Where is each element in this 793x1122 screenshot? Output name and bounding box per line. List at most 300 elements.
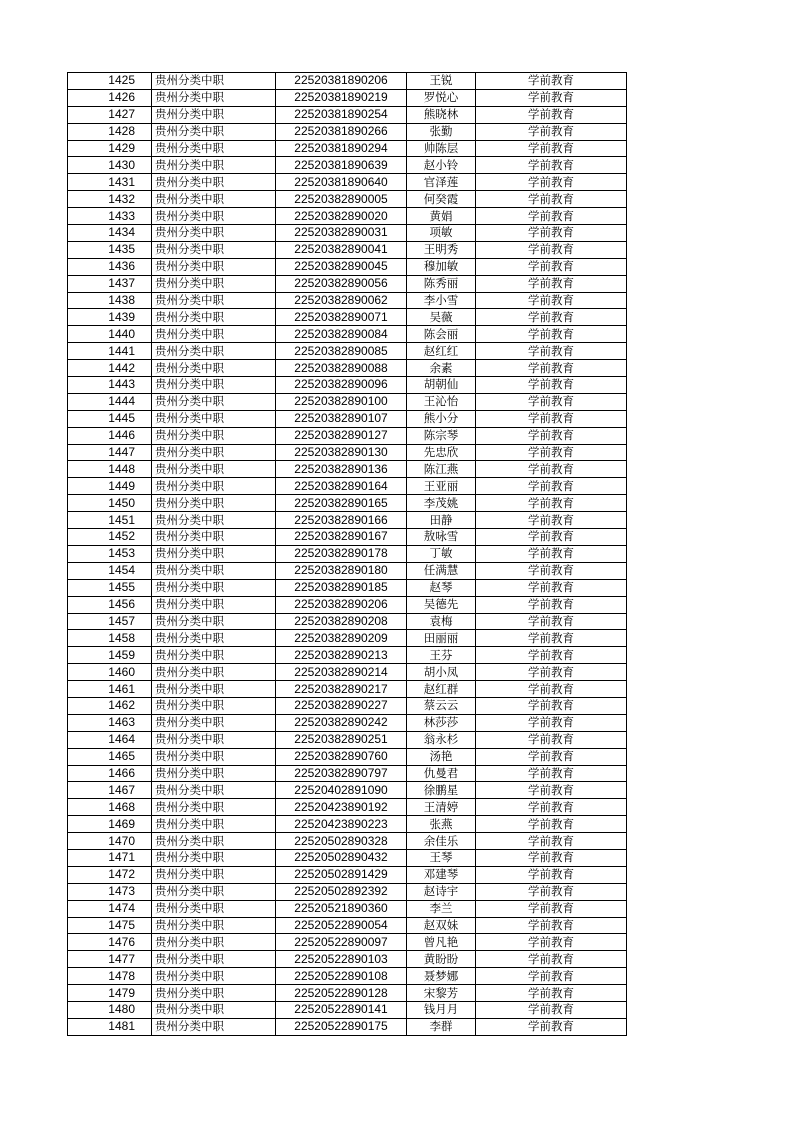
category-cell: 贵州分类中职 [152, 393, 276, 410]
major-cell: 学前教育 [476, 697, 627, 714]
major-cell: 学前教育 [476, 545, 627, 562]
roster-table-body [68, 73, 627, 1036]
student-name-cell: 陈秀丽 [407, 275, 476, 292]
category-cell: 贵州分类中职 [152, 883, 276, 900]
category-cell: 贵州分类中职 [152, 613, 276, 630]
major-cell: 学前教育 [476, 951, 627, 968]
major-cell: 学前教育 [476, 562, 627, 579]
table-row [68, 900, 627, 917]
major-cell: 学前教育 [476, 241, 627, 258]
category-cell: 贵州分类中职 [152, 562, 276, 579]
student-name-cell: 罗悦心 [407, 89, 476, 106]
table-row [68, 697, 627, 714]
major-cell: 学前教育 [476, 596, 627, 613]
exam-id-cell: 22520382890166 [276, 512, 407, 529]
table-row [68, 410, 627, 427]
table-row [68, 292, 627, 309]
table-row [68, 664, 627, 681]
exam-id-cell: 22520381890219 [276, 89, 407, 106]
major-cell: 学前教育 [476, 309, 627, 326]
major-cell: 学前教育 [476, 410, 627, 427]
category-cell: 贵州分类中职 [152, 849, 276, 866]
table-row [68, 579, 627, 596]
major-cell: 学前教育 [476, 799, 627, 816]
student-name-cell: 王芬 [407, 647, 476, 664]
table-row [68, 613, 627, 630]
row-number-cell: 1453 [68, 545, 152, 562]
table-row [68, 596, 627, 613]
table-row [68, 529, 627, 546]
table-row [68, 427, 627, 444]
category-cell: 贵州分类中职 [152, 731, 276, 748]
table-row [68, 562, 627, 579]
student-name-cell: 王沁怡 [407, 393, 476, 410]
category-cell: 贵州分类中职 [152, 73, 276, 90]
student-name-cell: 翁永杉 [407, 731, 476, 748]
category-cell: 贵州分类中职 [152, 1001, 276, 1018]
exam-id-cell: 22520522890097 [276, 934, 407, 951]
table-row [68, 106, 627, 123]
exam-id-cell: 22520382890062 [276, 292, 407, 309]
table-row [68, 225, 627, 242]
row-number-cell: 1472 [68, 866, 152, 883]
major-cell: 学前教育 [476, 833, 627, 850]
exam-id-cell: 22520382890178 [276, 545, 407, 562]
major-cell: 学前教育 [476, 1001, 627, 1018]
exam-id-cell: 22520382890206 [276, 596, 407, 613]
student-name-cell: 汤艳 [407, 748, 476, 765]
category-cell: 贵州分类中职 [152, 495, 276, 512]
category-cell: 贵州分类中职 [152, 309, 276, 326]
major-cell: 学前教育 [476, 123, 627, 140]
major-cell: 学前教育 [476, 816, 627, 833]
row-number-cell: 1460 [68, 664, 152, 681]
row-number-cell: 1426 [68, 89, 152, 106]
row-number-cell: 1447 [68, 444, 152, 461]
category-cell: 贵州分类中职 [152, 157, 276, 174]
student-name-cell: 任满慧 [407, 562, 476, 579]
exam-id-cell: 22520381890254 [276, 106, 407, 123]
row-number-cell: 1464 [68, 731, 152, 748]
student-name-cell: 赵小铃 [407, 157, 476, 174]
table-row [68, 1001, 627, 1018]
major-cell: 学前教育 [476, 444, 627, 461]
major-cell: 学前教育 [476, 866, 627, 883]
category-cell: 贵州分类中职 [152, 816, 276, 833]
major-cell: 学前教育 [476, 225, 627, 242]
major-cell: 学前教育 [476, 934, 627, 951]
major-cell: 学前教育 [476, 883, 627, 900]
category-cell: 贵州分类中职 [152, 461, 276, 478]
exam-id-cell: 22520522890103 [276, 951, 407, 968]
major-cell: 学前教育 [476, 849, 627, 866]
exam-id-cell: 22520382890167 [276, 529, 407, 546]
row-number-cell: 1446 [68, 427, 152, 444]
major-cell: 学前教育 [476, 714, 627, 731]
student-name-cell: 赵诗宇 [407, 883, 476, 900]
student-name-cell: 田静 [407, 512, 476, 529]
table-row [68, 647, 627, 664]
row-number-cell: 1461 [68, 681, 152, 698]
table-row [68, 191, 627, 208]
category-cell: 贵州分类中职 [152, 410, 276, 427]
row-number-cell: 1463 [68, 714, 152, 731]
exam-id-cell: 22520502890328 [276, 833, 407, 850]
exam-id-cell: 22520381890206 [276, 73, 407, 90]
student-name-cell: 胡小凤 [407, 664, 476, 681]
category-cell: 贵州分类中职 [152, 630, 276, 647]
table-row [68, 495, 627, 512]
student-name-cell: 王明秀 [407, 241, 476, 258]
row-number-cell: 1470 [68, 833, 152, 850]
table-row [68, 630, 627, 647]
row-number-cell: 1433 [68, 208, 152, 225]
table-row [68, 140, 627, 157]
student-name-cell: 蔡云云 [407, 697, 476, 714]
table-row [68, 883, 627, 900]
student-name-cell: 赵红红 [407, 343, 476, 360]
exam-id-cell: 22520382890096 [276, 377, 407, 394]
category-cell: 贵州分类中职 [152, 208, 276, 225]
table-row [68, 512, 627, 529]
table-row [68, 326, 627, 343]
major-cell: 学前教育 [476, 157, 627, 174]
category-cell: 贵州分类中职 [152, 714, 276, 731]
exam-id-cell: 22520502892392 [276, 883, 407, 900]
exam-id-cell: 22520382890164 [276, 478, 407, 495]
major-cell: 学前教育 [476, 579, 627, 596]
row-number-cell: 1443 [68, 377, 152, 394]
exam-id-cell: 22520382890227 [276, 697, 407, 714]
major-cell: 学前教育 [476, 512, 627, 529]
student-name-cell: 宋黎芳 [407, 985, 476, 1002]
category-cell: 贵州分类中职 [152, 934, 276, 951]
category-cell: 贵州分类中职 [152, 326, 276, 343]
category-cell: 贵州分类中职 [152, 444, 276, 461]
exam-id-cell: 22520382890127 [276, 427, 407, 444]
row-number-cell: 1441 [68, 343, 152, 360]
row-number-cell: 1479 [68, 985, 152, 1002]
student-name-cell: 陈宗琴 [407, 427, 476, 444]
category-cell: 贵州分类中职 [152, 985, 276, 1002]
exam-id-cell: 22520382890084 [276, 326, 407, 343]
row-number-cell: 1445 [68, 410, 152, 427]
row-number-cell: 1458 [68, 630, 152, 647]
student-name-cell: 李茂姚 [407, 495, 476, 512]
exam-id-cell: 22520381890639 [276, 157, 407, 174]
major-cell: 学前教育 [476, 748, 627, 765]
category-cell: 贵州分类中职 [152, 360, 276, 377]
category-cell: 贵州分类中职 [152, 512, 276, 529]
category-cell: 贵州分类中职 [152, 258, 276, 275]
row-number-cell: 1455 [68, 579, 152, 596]
major-cell: 学前教育 [476, 89, 627, 106]
row-number-cell: 1431 [68, 174, 152, 191]
student-name-cell: 敖咏雪 [407, 529, 476, 546]
category-cell: 贵州分类中职 [152, 765, 276, 782]
major-cell: 学前教育 [476, 647, 627, 664]
row-number-cell: 1450 [68, 495, 152, 512]
student-name-cell: 李群 [407, 1018, 476, 1035]
exam-id-cell: 22520522890175 [276, 1018, 407, 1035]
row-number-cell: 1451 [68, 512, 152, 529]
major-cell: 学前教育 [476, 630, 627, 647]
exam-id-cell: 22520502890432 [276, 849, 407, 866]
row-number-cell: 1457 [68, 613, 152, 630]
major-cell: 学前教育 [476, 917, 627, 934]
exam-id-cell: 22520382890213 [276, 647, 407, 664]
table-row [68, 89, 627, 106]
table-row [68, 782, 627, 799]
student-name-cell: 李兰 [407, 900, 476, 917]
major-cell: 学前教育 [476, 73, 627, 90]
student-name-cell: 田丽丽 [407, 630, 476, 647]
row-number-cell: 1427 [68, 106, 152, 123]
row-number-cell: 1440 [68, 326, 152, 343]
major-cell: 学前教育 [476, 377, 627, 394]
student-name-cell: 王亚丽 [407, 478, 476, 495]
major-cell: 学前教育 [476, 427, 627, 444]
student-name-cell: 王锐 [407, 73, 476, 90]
row-number-cell: 1474 [68, 900, 152, 917]
major-cell: 学前教育 [476, 478, 627, 495]
table-row [68, 258, 627, 275]
exam-id-cell: 22520382890251 [276, 731, 407, 748]
exam-id-cell: 22520382890130 [276, 444, 407, 461]
table-row [68, 478, 627, 495]
category-cell: 贵州分类中职 [152, 681, 276, 698]
table-row [68, 833, 627, 850]
category-cell: 贵州分类中职 [152, 241, 276, 258]
table-row [68, 748, 627, 765]
category-cell: 贵州分类中职 [152, 647, 276, 664]
major-cell: 学前教育 [476, 292, 627, 309]
row-number-cell: 1477 [68, 951, 152, 968]
student-name-cell: 丁敏 [407, 545, 476, 562]
table-row [68, 545, 627, 562]
category-cell: 贵州分类中职 [152, 478, 276, 495]
exam-id-cell: 22520382890180 [276, 562, 407, 579]
student-name-cell: 邓建琴 [407, 866, 476, 883]
exam-id-cell: 22520423890223 [276, 816, 407, 833]
student-name-cell: 赵红群 [407, 681, 476, 698]
exam-id-cell: 22520382890041 [276, 241, 407, 258]
category-cell: 贵州分类中职 [152, 529, 276, 546]
student-name-cell: 王清婷 [407, 799, 476, 816]
exam-id-cell: 22520502891429 [276, 866, 407, 883]
row-number-cell: 1459 [68, 647, 152, 664]
row-number-cell: 1448 [68, 461, 152, 478]
student-name-cell: 项敏 [407, 225, 476, 242]
exam-id-cell: 22520381890294 [276, 140, 407, 157]
student-name-cell: 吴德先 [407, 596, 476, 613]
major-cell: 学前教育 [476, 393, 627, 410]
row-number-cell: 1454 [68, 562, 152, 579]
student-name-cell: 张燕 [407, 816, 476, 833]
major-cell: 学前教育 [476, 900, 627, 917]
exam-id-cell: 22520382890107 [276, 410, 407, 427]
student-name-cell: 钱月月 [407, 1001, 476, 1018]
major-cell: 学前教育 [476, 968, 627, 985]
student-name-cell: 李小雪 [407, 292, 476, 309]
major-cell: 学前教育 [476, 461, 627, 478]
exam-id-cell: 22520382890217 [276, 681, 407, 698]
exam-id-cell: 22520382890020 [276, 208, 407, 225]
row-number-cell: 1432 [68, 191, 152, 208]
exam-id-cell: 22520382890214 [276, 664, 407, 681]
exam-id-cell: 22520382890242 [276, 714, 407, 731]
major-cell: 学前教育 [476, 782, 627, 799]
category-cell: 贵州分类中职 [152, 275, 276, 292]
student-name-cell: 穆加敏 [407, 258, 476, 275]
student-name-cell: 何癸霞 [407, 191, 476, 208]
table-row [68, 174, 627, 191]
table-row [68, 849, 627, 866]
major-cell: 学前教育 [476, 140, 627, 157]
exam-id-cell: 22520382890760 [276, 748, 407, 765]
student-name-cell: 陈会丽 [407, 326, 476, 343]
row-number-cell: 1428 [68, 123, 152, 140]
table-row [68, 866, 627, 883]
table-row [68, 444, 627, 461]
row-number-cell: 1434 [68, 225, 152, 242]
student-name-cell: 熊小分 [407, 410, 476, 427]
row-number-cell: 1478 [68, 968, 152, 985]
exam-id-cell: 22520382890005 [276, 191, 407, 208]
exam-id-cell: 22520382890185 [276, 579, 407, 596]
category-cell: 贵州分类中职 [152, 174, 276, 191]
category-cell: 贵州分类中职 [152, 900, 276, 917]
student-name-cell: 袁梅 [407, 613, 476, 630]
table-row [68, 731, 627, 748]
category-cell: 贵州分类中职 [152, 968, 276, 985]
major-cell: 学前教育 [476, 731, 627, 748]
row-number-cell: 1452 [68, 529, 152, 546]
student-name-cell: 熊晓林 [407, 106, 476, 123]
row-number-cell: 1430 [68, 157, 152, 174]
row-number-cell: 1456 [68, 596, 152, 613]
exam-id-cell: 22520382890797 [276, 765, 407, 782]
major-cell: 学前教育 [476, 258, 627, 275]
table-row [68, 934, 627, 951]
exam-id-cell: 22520382890071 [276, 309, 407, 326]
table-row [68, 275, 627, 292]
table-row [68, 241, 627, 258]
table-row [68, 73, 627, 90]
row-number-cell: 1439 [68, 309, 152, 326]
exam-id-cell: 22520382890165 [276, 495, 407, 512]
table-row [68, 208, 627, 225]
major-cell: 学前教育 [476, 106, 627, 123]
student-name-cell: 帅陈层 [407, 140, 476, 157]
row-number-cell: 1468 [68, 799, 152, 816]
student-name-cell: 黄娟 [407, 208, 476, 225]
table-row [68, 157, 627, 174]
table-row [68, 917, 627, 934]
major-cell: 学前教育 [476, 326, 627, 343]
major-cell: 学前教育 [476, 360, 627, 377]
major-cell: 学前教育 [476, 613, 627, 630]
row-number-cell: 1469 [68, 816, 152, 833]
row-number-cell: 1473 [68, 883, 152, 900]
student-name-cell: 仇曼君 [407, 765, 476, 782]
exam-id-cell: 22520382890031 [276, 225, 407, 242]
row-number-cell: 1466 [68, 765, 152, 782]
exam-id-cell: 22520382890085 [276, 343, 407, 360]
table-row [68, 765, 627, 782]
category-cell: 贵州分类中职 [152, 106, 276, 123]
category-cell: 贵州分类中职 [152, 866, 276, 883]
major-cell: 学前教育 [476, 275, 627, 292]
category-cell: 贵州分类中职 [152, 343, 276, 360]
category-cell: 贵州分类中职 [152, 1018, 276, 1035]
major-cell: 学前教育 [476, 208, 627, 225]
major-cell: 学前教育 [476, 343, 627, 360]
row-number-cell: 1436 [68, 258, 152, 275]
major-cell: 学前教育 [476, 495, 627, 512]
category-cell: 贵州分类中职 [152, 292, 276, 309]
exam-id-cell: 22520382890136 [276, 461, 407, 478]
row-number-cell: 1438 [68, 292, 152, 309]
exam-id-cell: 22520522890054 [276, 917, 407, 934]
student-name-cell: 聂梦娜 [407, 968, 476, 985]
table-row [68, 123, 627, 140]
category-cell: 贵州分类中职 [152, 579, 276, 596]
row-number-cell: 1480 [68, 1001, 152, 1018]
major-cell: 学前教育 [476, 174, 627, 191]
table-row [68, 714, 627, 731]
row-number-cell: 1481 [68, 1018, 152, 1035]
row-number-cell: 1449 [68, 478, 152, 495]
row-number-cell: 1471 [68, 849, 152, 866]
row-number-cell: 1425 [68, 73, 152, 90]
table-row [68, 968, 627, 985]
student-name-cell: 余素 [407, 360, 476, 377]
category-cell: 贵州分类中职 [152, 545, 276, 562]
category-cell: 贵州分类中职 [152, 89, 276, 106]
student-name-cell: 赵琴 [407, 579, 476, 596]
category-cell: 贵州分类中职 [152, 951, 276, 968]
category-cell: 贵州分类中职 [152, 782, 276, 799]
student-name-cell: 林莎莎 [407, 714, 476, 731]
exam-id-cell: 22520521890360 [276, 900, 407, 917]
major-cell: 学前教育 [476, 985, 627, 1002]
category-cell: 贵州分类中职 [152, 596, 276, 613]
row-number-cell: 1475 [68, 917, 152, 934]
row-number-cell: 1429 [68, 140, 152, 157]
category-cell: 贵州分类中职 [152, 191, 276, 208]
student-name-cell: 余佳乐 [407, 833, 476, 850]
category-cell: 贵州分类中职 [152, 225, 276, 242]
major-cell: 学前教育 [476, 191, 627, 208]
exam-id-cell: 22520522890141 [276, 1001, 407, 1018]
student-name-cell: 徐鹏星 [407, 782, 476, 799]
table-row [68, 816, 627, 833]
exam-id-cell: 22520382890208 [276, 613, 407, 630]
row-number-cell: 1435 [68, 241, 152, 258]
student-name-cell: 黄盼盼 [407, 951, 476, 968]
major-cell: 学前教育 [476, 1018, 627, 1035]
row-number-cell: 1462 [68, 697, 152, 714]
table-row [68, 951, 627, 968]
student-name-cell: 胡朝仙 [407, 377, 476, 394]
exam-id-cell: 22520382890088 [276, 360, 407, 377]
exam-id-cell: 22520382890045 [276, 258, 407, 275]
category-cell: 贵州分类中职 [152, 697, 276, 714]
table-row [68, 799, 627, 816]
category-cell: 贵州分类中职 [152, 427, 276, 444]
student-name-cell: 先忠欣 [407, 444, 476, 461]
